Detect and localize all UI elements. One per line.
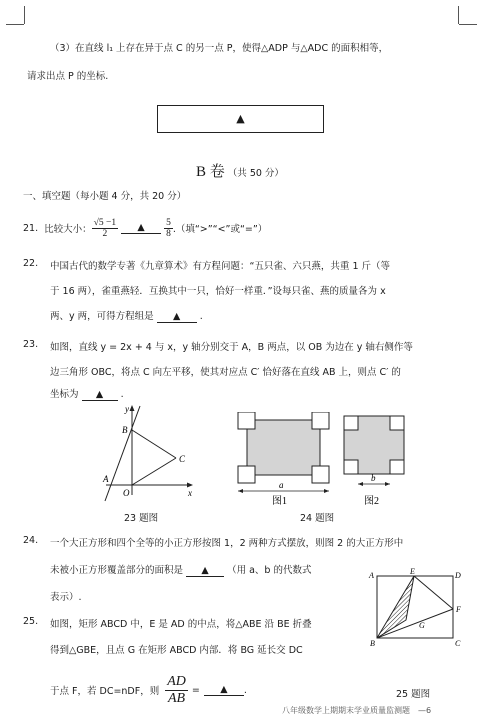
q25-end: .	[243, 684, 247, 696]
q21-frac1-den: 2	[102, 228, 108, 239]
figure-23	[98, 400, 208, 505]
q25-line3-text: 于点 F，若 DC=nDF，则	[50, 686, 160, 697]
fig23-label-b: B	[122, 425, 128, 435]
fig23-label-c: C	[179, 454, 186, 464]
crop-mark-top-right-h	[459, 24, 477, 25]
fig25-label-g: G	[419, 621, 425, 630]
q25-blank[interactable]: ▲	[204, 684, 244, 696]
q21-prefix: 比较大小：	[44, 224, 92, 235]
q21-frac1-num: √5 −1	[93, 217, 117, 228]
fig23-caption: 23 题图	[124, 513, 159, 524]
crop-mark-top-right-v	[458, 6, 459, 24]
figure-25	[366, 566, 466, 652]
q22-number: 22.	[23, 258, 39, 269]
fig24-label-fig1: 图1	[272, 496, 287, 507]
q23-number: 23.	[23, 339, 39, 350]
q24-line2-tail: （用 a、b 的代数式	[227, 565, 312, 576]
fig24-caption: 24 题图	[300, 513, 335, 524]
fig1-big-square	[247, 420, 320, 475]
q25-frac-num: AD	[167, 673, 186, 689]
q24-line3: 表示）.	[50, 592, 82, 603]
fig25-label-b: B	[370, 639, 375, 648]
page-footer: 八年级数学上期期末学业质量监测题 —6	[282, 706, 432, 715]
fig1-small-square-tl	[238, 412, 255, 429]
answer-marker: ▲	[236, 112, 245, 125]
q23-end: .	[120, 389, 124, 400]
q3-line2: 请求出点 P 的坐标.	[27, 71, 109, 82]
q25-fraction	[165, 674, 188, 707]
q23-line3	[50, 386, 124, 401]
q25-line2: 得到△GBE，且点 G 在矩形 ABCD 内部．将 BG 延长交 DC	[50, 645, 303, 656]
q22-end: .	[199, 311, 203, 322]
fig2-small-square-tl	[344, 416, 358, 430]
q23-line3-text: 坐标为	[50, 389, 79, 400]
section-title	[196, 160, 284, 181]
q23-line1: 如图，直线 y = 2x + 4 与 x，y 轴分别交于 A，B 两点，以 OB 为边在 y 轴右侧作等	[50, 342, 413, 353]
fig25-label-c: C	[455, 639, 461, 648]
fig1-small-square-bl	[238, 466, 255, 483]
crop-mark-top-left-h	[6, 24, 24, 25]
fig25-label-a: A	[369, 571, 374, 580]
fig2-dim-arrow-left	[358, 482, 363, 486]
q25-number: 25.	[23, 616, 39, 627]
q22-blank[interactable]: ▲	[157, 311, 197, 323]
fig25-label-e: E	[410, 567, 415, 576]
fig23-label-o: O	[123, 488, 130, 498]
segment-bc	[132, 430, 176, 458]
q21-frac2-num: 5	[166, 217, 171, 228]
fig24-label-a: a	[279, 480, 284, 490]
q22-line3-text: 两、y 两，可得方程组是	[50, 311, 154, 322]
fig23-label-x: x	[188, 488, 192, 498]
q21-blank[interactable]: ▲	[121, 222, 161, 234]
segment-oc	[132, 458, 176, 485]
fig1-small-square-tr	[312, 412, 329, 429]
q25-frac-den: AB	[168, 690, 186, 706]
q22-line3	[50, 308, 203, 323]
fig2-small-square-br	[390, 460, 404, 474]
question-21	[23, 213, 267, 243]
q25-line1: 如图，矩形 ABCD 中，E 是 AD 的中点，将△ABE 沿 BE 折叠	[50, 619, 312, 630]
fig1-dim-arrow-left	[238, 489, 243, 493]
fig23-label-a: A	[103, 474, 109, 484]
q21-frac2-den: 8	[166, 228, 171, 239]
fig25-label-d: D	[455, 571, 461, 580]
q24-blank[interactable]: ▲	[186, 565, 224, 577]
fig23-label-y: y	[125, 404, 129, 414]
q25-line3	[50, 672, 247, 708]
fig1-dim-arrow-right	[324, 489, 329, 493]
q24-line1: 一个大正方形和四个全等的小正方形按图 1，2 两种方式摆放，则图 2 的大正方形中	[50, 538, 404, 549]
section-name: B 卷	[196, 164, 225, 180]
fig24-label-fig2: 图2	[364, 496, 379, 507]
crop-mark-top-left-v	[24, 6, 25, 24]
q24-number: 24.	[23, 535, 39, 546]
answer-box[interactable]	[157, 105, 324, 133]
section-score: （共 50 分）	[227, 168, 284, 179]
part-heading: 一、填空题（每小题 4 分，共 20 分）	[23, 191, 187, 202]
q22-line2: 于 16 两），雀重燕轻．互换其中一只，恰好一样重．”设每只雀、燕的质量各为 x	[50, 286, 386, 297]
y-axis-arrow	[130, 405, 135, 411]
q25-equals: =	[191, 684, 200, 696]
q21-suffix: .（填“>”“<”或“=”）	[172, 224, 268, 235]
fig24-label-b: b	[371, 473, 376, 483]
q24-line2-text: 未被小正方形覆盖部分的面积是	[50, 565, 184, 576]
segment-ef	[414, 576, 453, 609]
fig1-small-square-br	[312, 466, 329, 483]
figure-24	[232, 412, 412, 507]
q22-line1: 中国古代的数学专著《九章算术》有方程问题：“五只雀、六只燕，共重 1 斤（等	[50, 261, 391, 272]
line-ab	[105, 406, 140, 501]
x-axis-arrow	[187, 483, 193, 488]
fig2-small-square-tr	[390, 416, 404, 430]
q21-fraction-1	[92, 218, 118, 239]
q3-line1: （3）在直线 l₁ 上存在异于点 C 的另一点 P，使得△ADP 与△ADC 的面积相等，	[50, 43, 389, 54]
q21-fraction-2	[164, 218, 173, 239]
fig25-caption: 25 题图	[396, 689, 431, 700]
q23-line2: 边三角形 OBC，将点 C 向左平移，使其对应点 C′ 恰好落在直线 AB 上，则点 C′ 的	[50, 367, 401, 378]
fig2-small-square-bl	[344, 460, 358, 474]
q21-number: 21.	[23, 222, 39, 234]
triangle-gbe-shaded	[377, 576, 414, 638]
fig2-dim-arrow-right	[385, 482, 390, 486]
q23-blank[interactable]: ▲	[82, 389, 118, 401]
q24-line2	[50, 562, 311, 577]
fig25-label-f: F	[456, 605, 461, 614]
